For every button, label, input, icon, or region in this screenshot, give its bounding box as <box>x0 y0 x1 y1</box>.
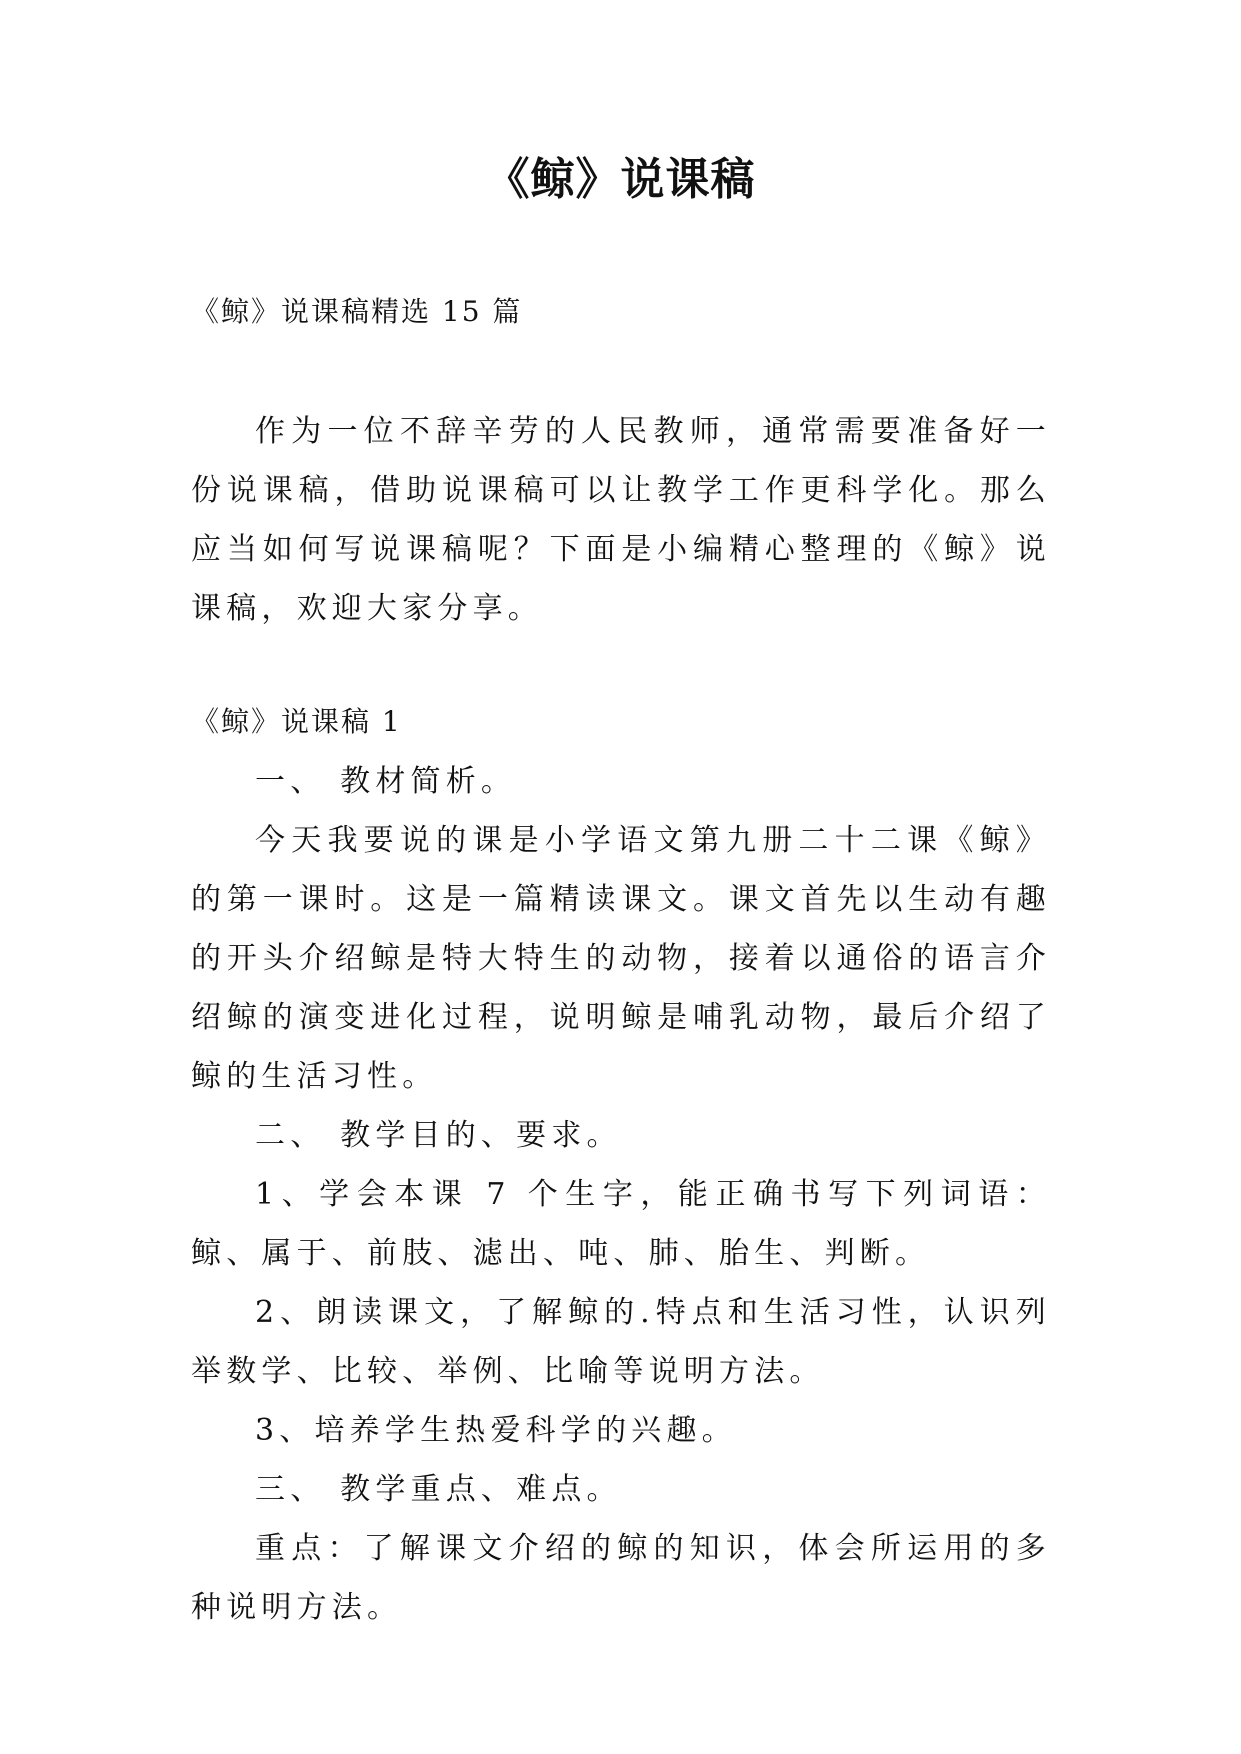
document-subtitle: 《鲸》说课稿精选 15 篇 <box>191 295 523 328</box>
heading-key-points: 三、 教学重点、难点。 <box>255 1472 622 1507</box>
section-heading: 《鲸》说课稿 1 <box>191 705 402 738</box>
document-title: 《鲸》说课稿 <box>485 154 756 205</box>
section-content <box>191 752 1051 1637</box>
goal-item-1: 1、学会本课 7 个生字，能正确书写下列词语：鲸、属于、前肢、滤出、吨、肺、胎生、判断。 <box>191 1177 1051 1271</box>
intro-paragraph: 作为一位不辞辛劳的人民教师，通常需要准备好一份说课稿，借助说课稿可以让教学工作更科学化。那么应当如何写说课稿呢？下面是小编精心整理的《鲸》说课稿，欢迎大家分享。 <box>191 414 1051 626</box>
paragraph-key-points: 重点：了解课文介绍的鲸的知识，体会所运用的多种说明方法。 <box>191 1531 1051 1625</box>
goal-item-3: 3、培养学生热爱科学的兴趣。 <box>255 1413 737 1448</box>
heading-textbook-analysis: 一、 教材简析。 <box>255 764 517 799</box>
heading-teaching-goals: 二、 教学目的、要求。 <box>255 1118 622 1153</box>
paragraph-textbook-analysis: 今天我要说的课是小学语文第九册二十二课《鲸》的第一课时。这是一篇精读课文。课文首先以生动有趣的开头介绍鲸是特大特生的动物，接着以通俗的语言介绍鲸的演变进化过程，说明鲸是哺乳动物，最后介绍了鲸的生活习性。 <box>191 823 1051 1094</box>
goal-item-2: 2、朗读课文，了解鲸的.特点和生活习性，认识列举数学、比较、举例、比喻等说明方法。 <box>191 1295 1051 1389</box>
